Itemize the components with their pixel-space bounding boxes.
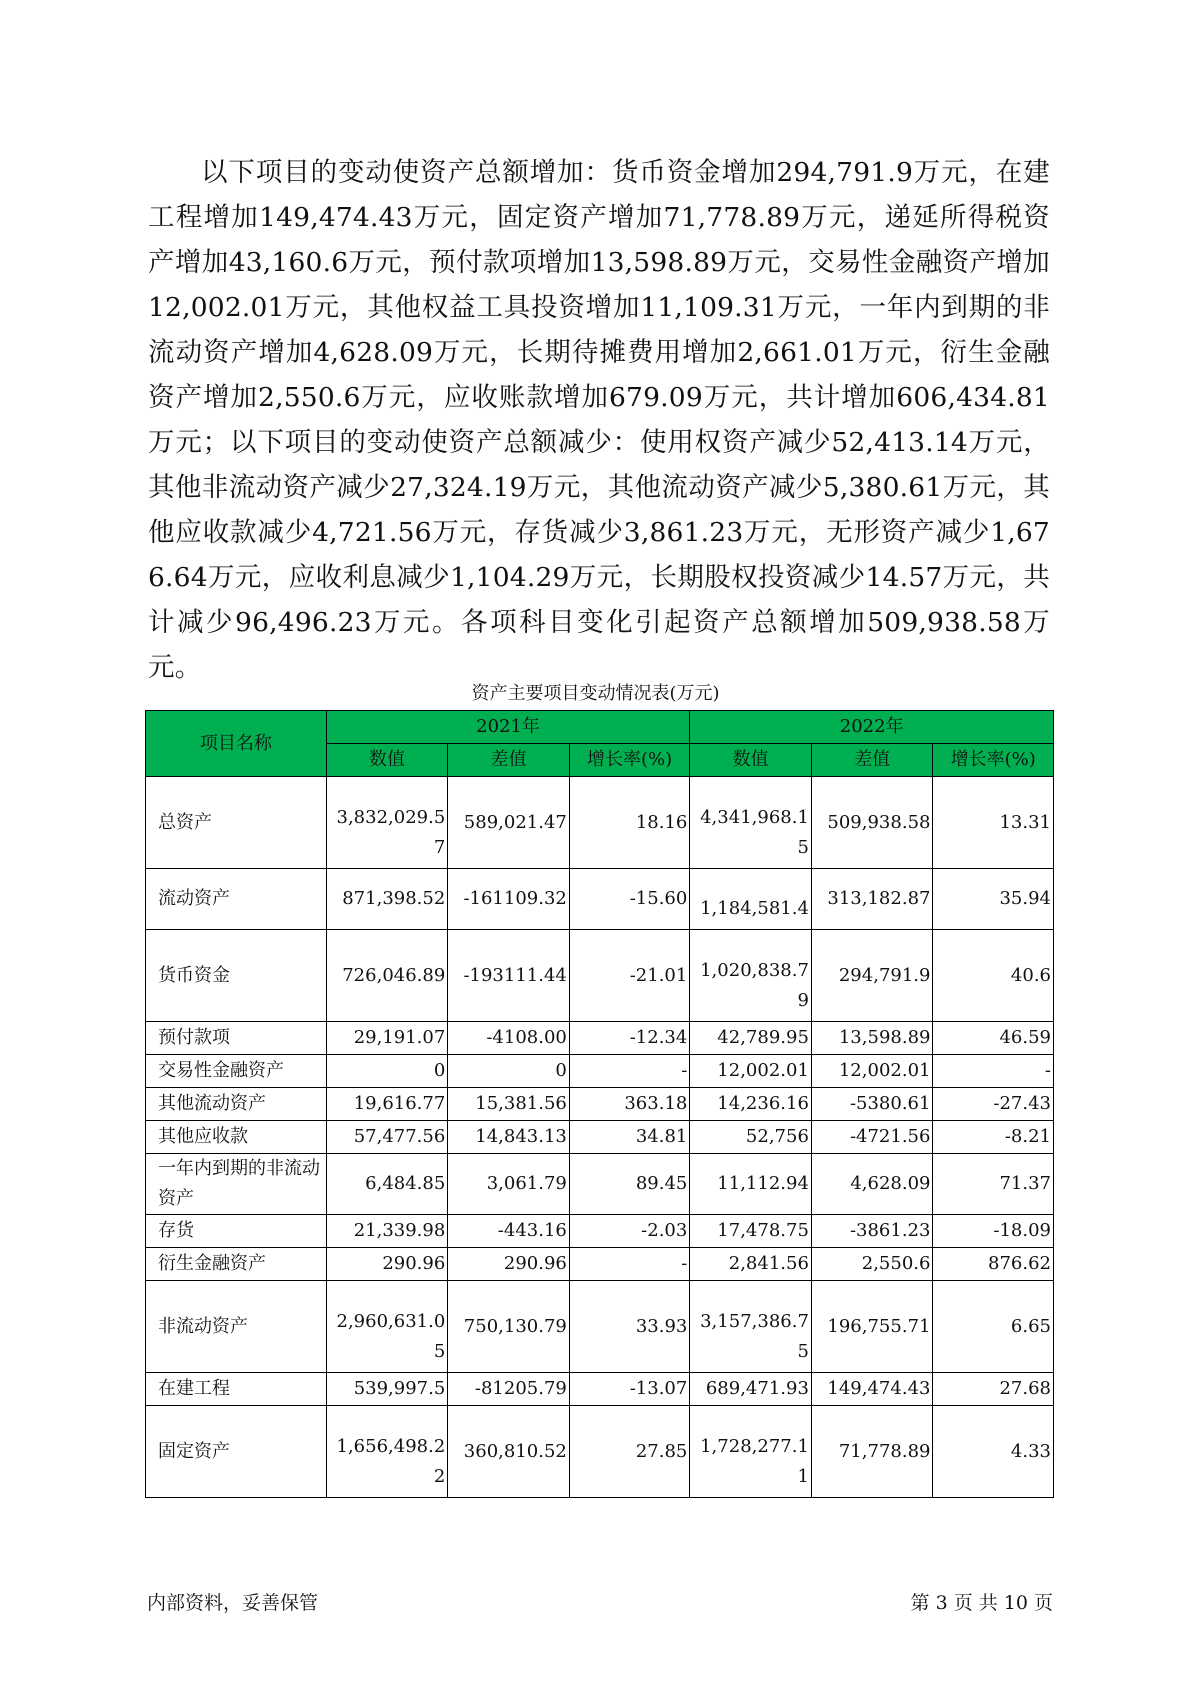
cell-diff-2021: 589,021.47 [448, 777, 570, 869]
cell-growth-2021: -21.01 [569, 930, 689, 1022]
cell-growth-2022: - [933, 1055, 1054, 1088]
cell-diff-2022: -3861.23 [811, 1215, 933, 1248]
cell-diff-2021: -4108.00 [448, 1022, 570, 1055]
cell-value-2021: 21,339.98 [326, 1215, 448, 1248]
row-name: 流动资产 [146, 869, 327, 930]
cell-growth-2022: 71.37 [933, 1154, 1054, 1215]
cell-value-2021: 3,832,029.57 [326, 777, 448, 869]
table-row [146, 777, 1054, 869]
row-name: 其他流动资产 [146, 1088, 327, 1121]
cell-growth-2021: 363.18 [569, 1088, 689, 1121]
asset-change-table [145, 710, 1054, 1498]
cell-growth-2021: 18.16 [569, 777, 689, 869]
cell-value-2022: 42,789.95 [690, 1022, 812, 1055]
cell-growth-2021: 34.81 [569, 1121, 689, 1154]
cell-growth-2021: 33.93 [569, 1281, 689, 1373]
header-value-2021: 数值 [326, 744, 448, 777]
cell-diff-2022: 2,550.6 [811, 1248, 933, 1281]
cell-diff-2021: 290.96 [448, 1248, 570, 1281]
footer-confidential-note: 内部资料，妥善保管 [147, 1592, 319, 1614]
cell-diff-2022: -4721.56 [811, 1121, 933, 1154]
cell-value-2022: 3,157,386.75 [690, 1281, 812, 1373]
table-row [146, 1215, 1054, 1248]
table-row [146, 1121, 1054, 1154]
cell-diff-2021: 15,381.56 [448, 1088, 570, 1121]
cell-value-2022: 11,112.94 [690, 1154, 812, 1215]
cell-value-2021: 57,477.56 [326, 1121, 448, 1154]
cell-value-2022: 52,756 [690, 1121, 812, 1154]
cell-value-2021: 2,960,631.05 [326, 1281, 448, 1373]
cell-diff-2022: 71,778.89 [811, 1406, 933, 1498]
cell-diff-2022: 313,182.87 [811, 869, 933, 930]
footer-page-number: 第 3 页 共 10 页 [910, 1592, 1053, 1614]
cell-value-2021: 290.96 [326, 1248, 448, 1281]
cell-growth-2022: 876.62 [933, 1248, 1054, 1281]
cell-growth-2021: 27.85 [569, 1406, 689, 1498]
row-name: 货币资金 [146, 930, 327, 1022]
cell-value-2021: 871,398.52 [326, 869, 448, 930]
row-name: 一年内到期的非流动资产 [146, 1154, 327, 1215]
row-name: 在建工程 [146, 1373, 327, 1406]
cell-value-2021: 29,191.07 [326, 1022, 448, 1055]
cell-diff-2021: 360,810.52 [448, 1406, 570, 1498]
cell-value-2021: 1,656,498.22 [326, 1406, 448, 1498]
cell-value-2021: 726,046.89 [326, 930, 448, 1022]
cell-growth-2021: -13.07 [569, 1373, 689, 1406]
cell-growth-2021: -2.03 [569, 1215, 689, 1248]
table-row [146, 1154, 1054, 1215]
table-row [146, 1055, 1054, 1088]
cell-diff-2022: 294,791.9 [811, 930, 933, 1022]
cell-diff-2022: 12,002.01 [811, 1055, 933, 1088]
row-name: 其他应收款 [146, 1121, 327, 1154]
cell-growth-2022: 4.33 [933, 1406, 1054, 1498]
row-name: 固定资产 [146, 1406, 327, 1498]
cell-diff-2021: 14,843.13 [448, 1121, 570, 1154]
row-name: 交易性金融资产 [146, 1055, 327, 1088]
cell-diff-2022: 4,628.09 [811, 1154, 933, 1215]
cell-value-2022: 14,236.16 [690, 1088, 812, 1121]
cell-diff-2022: 13,598.89 [811, 1022, 933, 1055]
cell-value-2022: 1,020,838.79 [690, 930, 812, 1022]
cell-growth-2022: -18.09 [933, 1215, 1054, 1248]
cell-value-2022: 2,841.56 [690, 1248, 812, 1281]
cell-value-2022: 689,471.93 [690, 1373, 812, 1406]
cell-value-2022: 1,728,277.11 [690, 1406, 812, 1498]
cell-diff-2021: -443.16 [448, 1215, 570, 1248]
header-growth-2022: 增长率(%) [933, 744, 1054, 777]
cell-value-2021: 19,616.77 [326, 1088, 448, 1121]
header-diff-2022: 差值 [811, 744, 933, 777]
cell-growth-2021: - [569, 1055, 689, 1088]
header-row-years [146, 711, 1054, 744]
cell-growth-2021: -12.34 [569, 1022, 689, 1055]
table-row [146, 1248, 1054, 1281]
table-row [146, 1373, 1054, 1406]
row-name: 总资产 [146, 777, 327, 869]
cell-growth-2022: -27.43 [933, 1088, 1054, 1121]
cell-growth-2022: 6.65 [933, 1281, 1054, 1373]
cell-value-2021: 0 [326, 1055, 448, 1088]
cell-diff-2021: 750,130.79 [448, 1281, 570, 1373]
cell-diff-2021: -193111.44 [448, 930, 570, 1022]
cell-diff-2022: 149,474.43 [811, 1373, 933, 1406]
body-paragraph: 以下项目的变动使资产总额增加：货币资金增加294,791.9万元，在建工程增加149,474.43万元，固定资产增加71,778.89万元，递延所得税资产增加43,160.6万元，预付款项增加13,598.89万元，交易性金融资产增加12,002.01万元，其他权益工具投资增加11,109.31万元，一年内到期的非流动资产增加4,628.09万元，长期待摊费用增加2,661.01万元，衍生金融资产增加2,550.6万元，应收账款增加679.09万元，共计增加606,434.81万元；以下项目的变动使资产总额减少：使用权资产减少52,413.14万元，其他非流动资产减少27,324.19万元，其他流动资产减少5,380.61万元，其他应收款减少4,721.56万元，存货减少3,861.23万元，无形资产减少1,676.64万元，应收利息减少1,104.29万元，长期股权投资减少14.57万元，共计减少96,496.23万元。各项科目变化引起资产总额增加509,938.58万元。 [148, 157, 1050, 683]
row-name: 预付款项 [146, 1022, 327, 1055]
cell-diff-2022: 509,938.58 [811, 777, 933, 869]
cell-value-2021: 539,997.5 [326, 1373, 448, 1406]
header-year-2022: 2022年 [690, 711, 1054, 744]
cell-growth-2021: 89.45 [569, 1154, 689, 1215]
cell-diff-2022: 196,755.71 [811, 1281, 933, 1373]
cell-growth-2021: - [569, 1248, 689, 1281]
row-name: 衍生金融资产 [146, 1248, 327, 1281]
table-row [146, 1088, 1054, 1121]
cell-diff-2021: -161109.32 [448, 869, 570, 930]
table-row [146, 1281, 1054, 1373]
cell-diff-2021: 3,061.79 [448, 1154, 570, 1215]
cell-value-2022: 17,478.75 [690, 1215, 812, 1248]
header-item-name: 项目名称 [146, 711, 327, 777]
cell-growth-2022: 46.59 [933, 1022, 1054, 1055]
cell-value-2021: 6,484.85 [326, 1154, 448, 1215]
header-value-2022: 数值 [690, 744, 812, 777]
cell-value-2022: 1,184,581.4 [690, 869, 812, 930]
cell-growth-2022: 13.31 [933, 777, 1054, 869]
table-row [146, 869, 1054, 930]
cell-value-2022: 12,002.01 [690, 1055, 812, 1088]
row-name: 存货 [146, 1215, 327, 1248]
table-row [146, 930, 1054, 1022]
table-row [146, 1022, 1054, 1055]
header-year-2021: 2021年 [326, 711, 690, 744]
table-title: 资产主要项目变动情况表(万元) [471, 683, 720, 704]
header-diff-2021: 差值 [448, 744, 570, 777]
row-name: 非流动资产 [146, 1281, 327, 1373]
cell-growth-2022: 27.68 [933, 1373, 1054, 1406]
cell-growth-2022: 35.94 [933, 869, 1054, 930]
header-growth-2021: 增长率(%) [569, 744, 689, 777]
cell-value-2022: 4,341,968.15 [690, 777, 812, 869]
cell-diff-2021: 0 [448, 1055, 570, 1088]
cell-diff-2021: -81205.79 [448, 1373, 570, 1406]
cell-growth-2022: 40.6 [933, 930, 1054, 1022]
cell-growth-2021: -15.60 [569, 869, 689, 930]
cell-diff-2022: -5380.61 [811, 1088, 933, 1121]
cell-growth-2022: -8.21 [933, 1121, 1054, 1154]
table-row [146, 1406, 1054, 1498]
